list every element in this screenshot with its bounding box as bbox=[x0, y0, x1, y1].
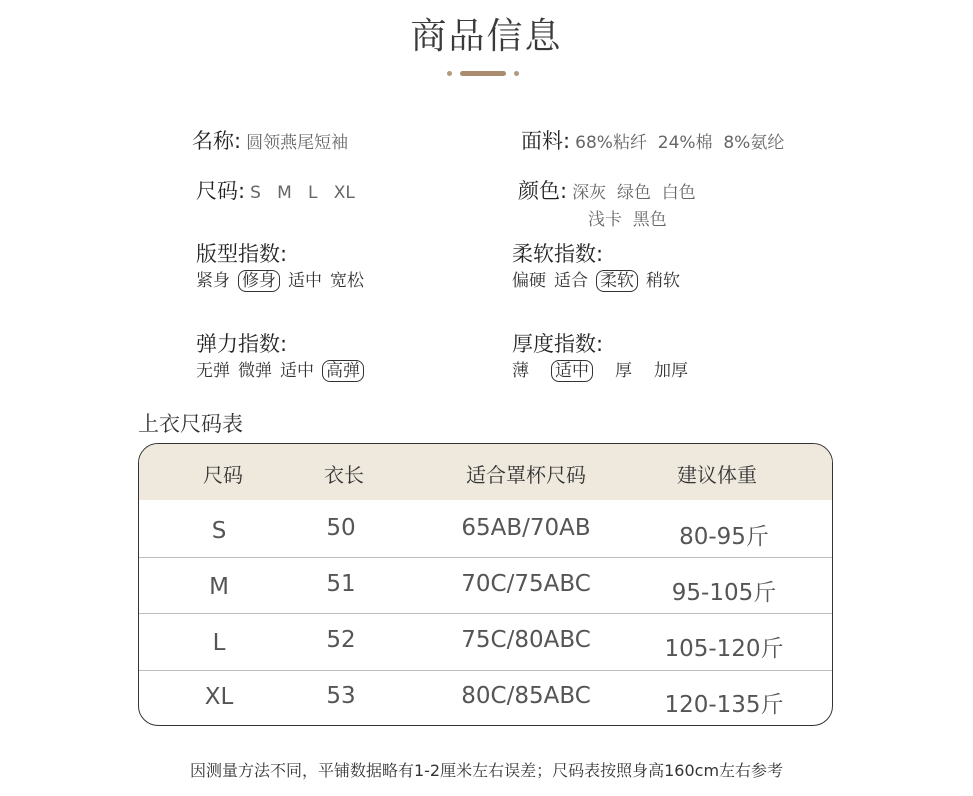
table-cell: 50 bbox=[326, 515, 356, 541]
thickness-index-label: 厚度指数: bbox=[512, 332, 604, 356]
table-cell: L bbox=[212, 630, 226, 656]
fit-index-label: 版型指数: bbox=[196, 242, 288, 266]
table-cell: 52 bbox=[326, 627, 356, 653]
table-cell: 53 bbox=[326, 683, 356, 709]
fit-index-options bbox=[196, 266, 372, 291]
index-option-selected: 柔软 bbox=[596, 270, 638, 292]
table-cell: 105-120斤 bbox=[664, 636, 784, 662]
table-cell: M bbox=[209, 574, 229, 600]
index-option-selected: 修身 bbox=[238, 270, 280, 292]
index-option: 薄 bbox=[512, 361, 529, 381]
size-label: 尺码: bbox=[196, 179, 246, 203]
index-option: 适中 bbox=[280, 361, 314, 381]
index-option: 微弹 bbox=[238, 361, 272, 381]
name-row bbox=[192, 125, 348, 155]
size-row bbox=[196, 175, 355, 205]
table-cell: S bbox=[211, 518, 227, 544]
table-cell: 80-95斤 bbox=[679, 524, 769, 550]
index-option: 紧身 bbox=[196, 271, 230, 291]
fabric-row bbox=[521, 125, 784, 155]
header-length: 衣长 bbox=[324, 463, 364, 487]
table-cell: 65AB/70AB bbox=[461, 515, 591, 541]
index-option: 加厚 bbox=[654, 361, 688, 381]
measurement-footnote: 因测量方法不同，平铺数据略有1-2厘米左右误差；尺码表按照身高160cm左右参考 bbox=[189, 761, 784, 780]
header-weight: 建议体重 bbox=[677, 463, 757, 487]
table-cell: 95-105斤 bbox=[671, 580, 777, 606]
color-line-1: 深灰 绿色 白色 bbox=[572, 183, 696, 203]
index-option: 厚 bbox=[615, 361, 632, 381]
size-value: S M L XL bbox=[250, 183, 355, 203]
name-value: 圆领燕尾短袖 bbox=[246, 133, 349, 153]
index-option-selected: 高弹 bbox=[322, 360, 364, 382]
index-option: 适合 bbox=[554, 271, 588, 291]
elasticity-index-options bbox=[196, 356, 372, 381]
softness-index-options bbox=[512, 266, 688, 291]
index-option: 稍软 bbox=[646, 271, 680, 291]
index-option: 适中 bbox=[288, 271, 322, 291]
table-cell: 70C/75ABC bbox=[461, 571, 591, 597]
color-label: 颜色: bbox=[518, 179, 568, 203]
header-size: 尺码 bbox=[203, 463, 243, 487]
fabric-label: 面料: bbox=[521, 129, 571, 153]
index-option-selected: 适中 bbox=[551, 360, 593, 382]
fabric-value: 68%粘纤 24%棉 8%氨纶 bbox=[575, 133, 785, 153]
table-cell: 75C/80ABC bbox=[461, 627, 591, 653]
index-option: 宽松 bbox=[330, 271, 364, 291]
title-divider bbox=[447, 69, 519, 77]
color-line-2: 浅卡 黑色 bbox=[588, 210, 667, 230]
header-cup: 适合罩杯尺码 bbox=[466, 463, 586, 487]
softness-index-label: 柔软指数: bbox=[512, 242, 604, 266]
page-title: 商品信息 bbox=[410, 16, 563, 57]
thickness-index-options bbox=[512, 356, 710, 381]
table-cell: 80C/85ABC bbox=[461, 683, 591, 709]
size-table-title: 上衣尺码表 bbox=[138, 412, 243, 436]
size-table bbox=[138, 443, 833, 726]
table-cell: 51 bbox=[326, 571, 356, 597]
table-header bbox=[139, 444, 832, 500]
name-label: 名称: bbox=[192, 129, 242, 153]
table-cell: 120-135斤 bbox=[664, 692, 784, 718]
elasticity-index-label: 弹力指数: bbox=[196, 332, 288, 356]
table-cell: XL bbox=[204, 684, 234, 710]
index-option: 无弹 bbox=[196, 361, 230, 381]
index-option: 偏硬 bbox=[512, 271, 546, 291]
color-row bbox=[518, 175, 696, 205]
